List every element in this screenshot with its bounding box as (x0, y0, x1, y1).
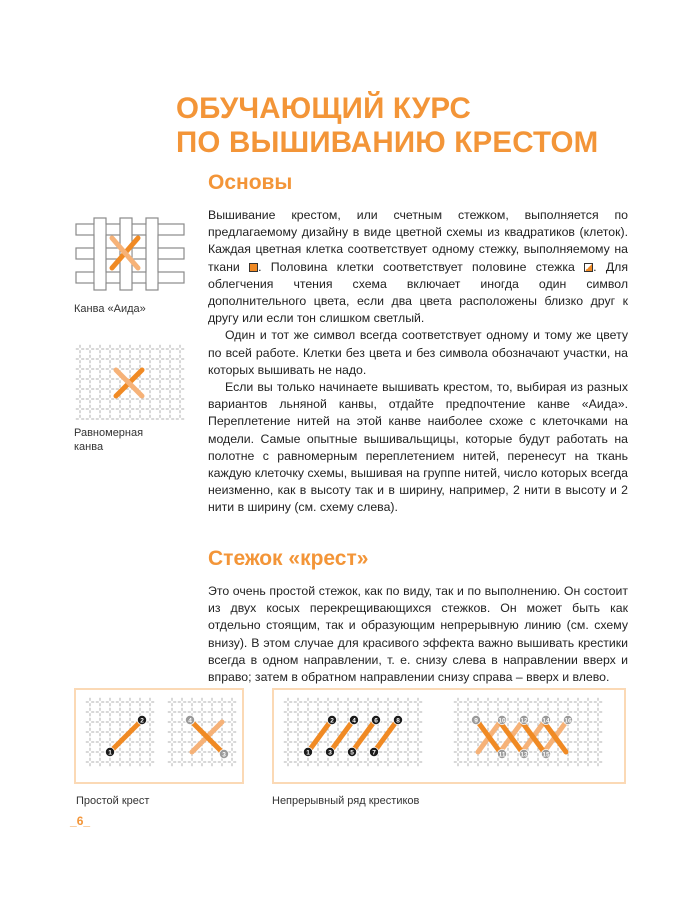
row-point-16-label: 16 (564, 717, 572, 725)
row-point-2-label: 2 (330, 717, 334, 725)
aida-canvas-illustration (74, 216, 186, 292)
title-line-2: ПО ВЫШИВАНИЮ КРЕСТОМ (176, 126, 599, 159)
stitch-point-3-label: 3 (222, 751, 226, 759)
row-point-14-label: 14 (542, 717, 550, 725)
evenweave-canvas-illustration (74, 344, 186, 420)
half-stitch-square-icon (584, 263, 593, 272)
basics-paragraph-2: Один и тот же символ всегда соответствует одному и тому же цвету по всей работе. Клетки без цвета и без символа обозначают участки, на которых вышивать не надо. (208, 328, 628, 377)
row-point-10-label: 10 (498, 717, 506, 725)
caption-simple-cross: Простой крест (76, 795, 150, 807)
row-point-9-label: 9 (474, 717, 478, 725)
row-half-stitch-2 (330, 722, 352, 752)
cross-stitch-text (208, 583, 628, 686)
aida-canvas-figure (74, 216, 186, 292)
row-point-15-label: 15 (542, 751, 550, 759)
row-point-11-label: 11 (498, 751, 506, 759)
caption-aida: Канва «Аида» (74, 303, 146, 315)
title-line-1: ОБУЧАЮЩИЙ КУРС (176, 92, 472, 125)
row-point-6-label: 6 (374, 717, 378, 725)
page-number: _6_ (70, 814, 91, 828)
caption-evenweave: Равномерная канва (74, 427, 144, 453)
basics-paragraph-1: Вышивание крестом, или счетным стежком, выполняется по предлагаемому дизайну в виде цветной схемы из квадратиков (клеток). Каждая цветная клетка соответствует одному стежку, выполняемому на ткани . Половина клетки соответствует половине стежка . Для облегчения чтения схема включает иногда один символ дополнительного цвета, если два цвета расположены близко друг к другу или если тон слишком светлый. (208, 208, 629, 326)
page-title (176, 92, 656, 160)
row-half-stitch-3 (352, 722, 374, 752)
row-half-stitch-1 (308, 722, 330, 752)
cross-stitch-paragraph: Это очень простой стежок, как по виду, так и по выполнению. Он состоит из двух косых перекрещивающихся стежков. Он может быть как отдельно стоящим, так и образующим непрерывную линию (см. схему внизу). В этом случае для красивого эффекта важно вышивать крестики всегда в одном направлении, т. е. снизу слева в направлении вверх и вправо; затем в обратном направлении снизу справа – вверх и влево. (208, 584, 628, 685)
stitch-point-2-label: 2 (140, 717, 144, 725)
canvas-grid (86, 698, 154, 766)
caption-cross-row: Непрерывный ряд крестиков (272, 795, 420, 807)
cross-row-diagram (274, 690, 624, 782)
full-stitch-square-icon (249, 263, 258, 272)
simple-cross-diagram (76, 690, 242, 782)
row-point-13-label: 13 (520, 751, 528, 759)
row-point-1-label: 1 (306, 749, 310, 757)
section-heading-basics: Основы (208, 171, 293, 194)
row-point-12-label: 12 (520, 717, 528, 725)
row-point-5-label: 5 (350, 749, 354, 757)
basics-text (208, 207, 628, 517)
row-point-7-label: 7 (372, 749, 376, 757)
cross-row-frame (272, 688, 626, 784)
row-half-stitch-4 (374, 722, 396, 752)
row-point-8-label: 8 (396, 717, 400, 725)
section-heading-cross-stitch: Стежок «крест» (208, 547, 369, 570)
simple-cross-first-stitch (110, 722, 140, 752)
stitch-point-4-label: 4 (188, 717, 192, 725)
basics-paragraph-3: Если вы только начинаете вышивать крестом, то, выбирая из разных вариантов льняной канвы, отдайте предпочтение канве «Аида». Переплетение нитей на этой канве наиболее схоже с клеточками на модели. Самые опытные вышивальщицы, которые будут работать на полотне с равномерным переплетением нитей, перенесут на ткань каждую клеточку схемы, вышивая на группе нитей, число которых всегда неизменно, как в высоту так и в ширину, например, 2 нити в высоту и 2 нити в ширину (см. схему слева). (208, 380, 628, 515)
simple-cross-frame (74, 688, 244, 784)
row-point-3-label: 3 (328, 749, 332, 757)
row-point-4-label: 4 (352, 717, 356, 725)
evenweave-canvas-figure (74, 344, 186, 420)
stitch-point-1-label: 1 (108, 749, 112, 757)
